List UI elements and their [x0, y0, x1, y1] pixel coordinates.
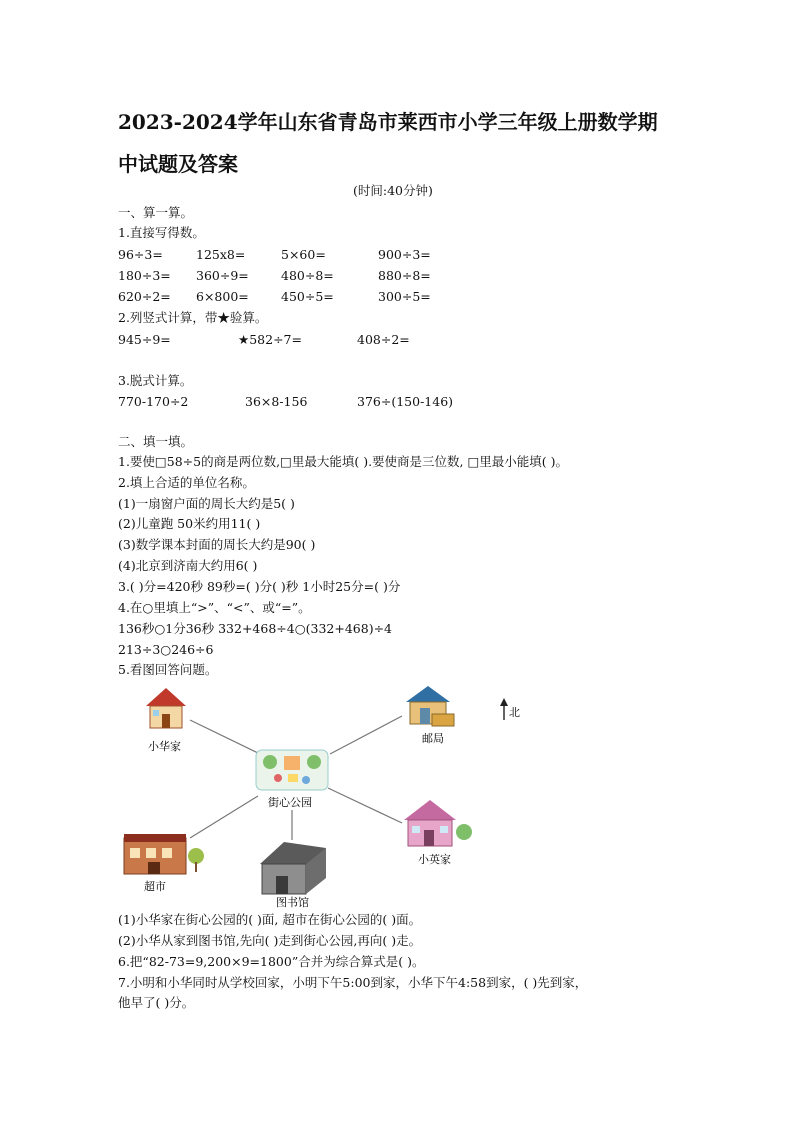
library-icon	[260, 842, 326, 894]
section2-q2-title: 2.填上合适的单位名称。	[118, 475, 255, 490]
supermarket-icon	[124, 834, 204, 874]
section2-q5-sub2: (2)小华从家到图书馆,先向( )走到街心公园,再向( )走。	[118, 933, 422, 948]
label-supermarket: 超市	[144, 880, 166, 893]
section2-heading: 二、填一填。	[118, 434, 194, 449]
section2-q1: 1.要使□58÷5的商是两位数,□里最大能填( ).要使商是三位数, □里最小能填( )。	[118, 454, 569, 469]
direction-map	[110, 678, 530, 910]
section2-q3: 3.( )分=420秒 89秒=( )分( )秒 1小时25分=( )分	[118, 579, 401, 594]
calc-item: 96÷3=	[118, 247, 163, 262]
xiaohua-house-icon	[146, 688, 186, 728]
page-title-line2: 中试题及答案	[118, 152, 238, 176]
post-office-icon	[406, 686, 454, 726]
calc-item: 360÷9=	[196, 268, 249, 283]
step-calc-item: 36×8-156	[245, 394, 308, 409]
section2-q6: 6.把“82-73=9,200×9=1800”合并为综合算式是( )。	[118, 954, 425, 969]
unit-item: (1)一扇窗户面的周长大约是5( )	[118, 496, 295, 511]
calc-item: 300÷5=	[378, 289, 431, 304]
label-xiaohua: 小华家	[148, 740, 181, 753]
vertical-calc-item: 408÷2=	[357, 332, 410, 347]
label-library: 图书馆	[276, 896, 309, 909]
step-calc-item: 376÷(150-146)	[357, 394, 454, 409]
section2-q5-title: 5.看图回答问题。	[118, 662, 218, 677]
calc-item: 5×60=	[281, 247, 326, 262]
xiaoying-house-icon	[404, 800, 472, 846]
calc-item: 480÷8=	[281, 268, 334, 283]
calc-item: 180÷3=	[118, 268, 171, 283]
label-north: 北	[509, 706, 520, 719]
park-icon	[256, 750, 328, 790]
compare-line: 136秒○1分36秒 332+468÷4○(332+468)÷4	[118, 621, 392, 636]
section1-q3-title: 3.脱式计算。	[118, 373, 193, 388]
calc-item: 620÷2=	[118, 289, 171, 304]
north-arrow-icon	[500, 698, 508, 720]
section1-q1-title: 1.直接写得数。	[118, 225, 205, 240]
label-post-office: 邮局	[422, 732, 444, 745]
line-xiaoying-park	[328, 788, 402, 823]
compare-line: 213÷3○246÷6	[118, 642, 214, 657]
line-post-park	[330, 716, 402, 754]
section2-q4-title: 4.在○里填上“>”、“<”、或“=”。	[118, 600, 311, 615]
vertical-calc-item: 945÷9=	[118, 332, 171, 347]
label-park: 街心公园	[268, 796, 312, 809]
calc-item: 6×800=	[196, 289, 249, 304]
calc-item: 880÷8=	[378, 268, 431, 283]
section2-q7-line1: 7.小明和小华同时从学校回家，小明下午5:00到家，小华下午4:58到家，( )先到家，	[118, 975, 588, 990]
unit-item: (4)北京到济南大约用6( )	[118, 558, 258, 573]
step-calc-item: 770-170÷2	[118, 394, 189, 409]
line-market-park	[190, 796, 258, 838]
time-note: (时间:40分钟)	[353, 183, 433, 198]
calc-item: 900÷3=	[378, 247, 431, 262]
vertical-calc-item: ★582÷7=	[238, 332, 302, 347]
unit-item: (3)数学课本封面的周长大约是90( )	[118, 537, 316, 552]
section2-q7-line2: 他早了( )分。	[118, 995, 195, 1010]
line-xiaohua-park	[190, 720, 260, 754]
page-title-line1: 2023-2024学年山东省青岛市莱西市小学三年级上册数学期	[118, 110, 658, 134]
section1-q2-title: 2.列竖式计算，带★验算。	[118, 310, 268, 325]
label-xiaoying: 小英家	[418, 853, 451, 866]
unit-item: (2)儿童跑 50米约用11( )	[118, 516, 261, 531]
calc-item: 450÷5=	[281, 289, 334, 304]
calc-item: 125x8=	[196, 247, 246, 262]
section2-q5-sub1: (1)小华家在街心公园的( )面, 超市在街心公园的( )面。	[118, 912, 422, 927]
section1-heading: 一、算一算。	[118, 205, 194, 220]
